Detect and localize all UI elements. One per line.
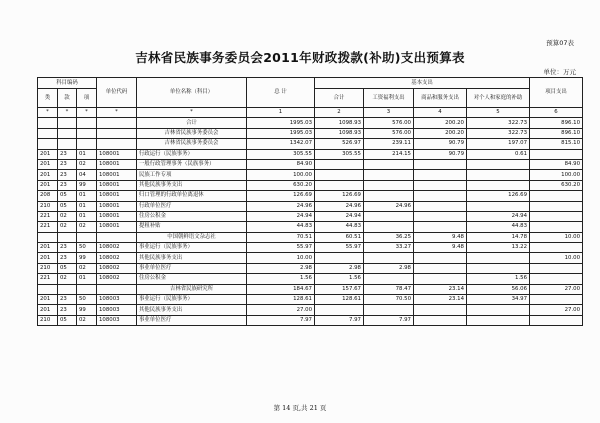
xiang-cell: 01 xyxy=(77,274,97,284)
total-cell: 2.98 xyxy=(247,263,315,273)
column-index-cell: 1 xyxy=(247,108,315,118)
subtotal-header: 合计 xyxy=(315,89,364,108)
unit-name-cell: 吉林省民族事务委员会 xyxy=(137,139,247,149)
goods-services-cell: 90.79 xyxy=(414,149,467,159)
wages-cell xyxy=(364,170,414,180)
individual-subsidy-cell xyxy=(467,263,530,273)
unit-name-cell: 事业单位医疗 xyxy=(137,315,247,325)
subtotal-cell: 128.61 xyxy=(315,295,364,305)
total-header: 总 计 xyxy=(247,78,315,108)
subtotal-cell: 24.94 xyxy=(315,211,364,221)
lei-cell: 210 xyxy=(38,315,58,325)
page-title: 吉林省民族事务委员会2011年财政拨款(补助)支出预算表 xyxy=(135,50,465,65)
unit-name-cell: 提租补贴 xyxy=(137,222,247,232)
subtotal-cell: 2.98 xyxy=(315,263,364,273)
unit-name-cell: 事业单位医疗 xyxy=(137,263,247,273)
lei-cell: 210 xyxy=(38,201,58,211)
total-cell: 126.69 xyxy=(247,191,315,201)
wages-cell xyxy=(364,211,414,221)
kuan-cell xyxy=(58,284,77,294)
unit-code-cell: 108001 xyxy=(97,222,137,232)
wages-cell xyxy=(364,222,414,232)
table-row xyxy=(38,222,583,232)
lei-cell xyxy=(38,284,58,294)
unit-code-cell: 108001 xyxy=(97,180,137,190)
unit-label: 单位：万元 xyxy=(543,68,576,76)
xiang-cell: 50 xyxy=(77,243,97,253)
unit-name-cell: 行政单位医疗 xyxy=(137,201,247,211)
kuan-cell: 02 xyxy=(58,274,77,284)
goods-services-cell xyxy=(414,159,467,169)
subtotal-cell: 7.97 xyxy=(315,315,364,325)
unit-code-cell: 108001 xyxy=(97,159,137,169)
table-row xyxy=(38,180,583,190)
kuan-cell: 23 xyxy=(58,295,77,305)
unit-code-cell: 108001 xyxy=(97,149,137,159)
goods-services-cell xyxy=(414,191,467,201)
unit-code-cell: 108003 xyxy=(97,315,137,325)
column-index-cell: * xyxy=(77,108,97,118)
table-row xyxy=(38,170,583,180)
unit-code-cell: 108001 xyxy=(97,191,137,201)
total-cell: 100.00 xyxy=(247,170,315,180)
individual-subsidy-cell: 0.61 xyxy=(467,149,530,159)
project-cell: 10.00 xyxy=(530,253,583,263)
project-cell xyxy=(530,201,583,211)
xiang-cell xyxy=(77,284,97,294)
table-row xyxy=(38,201,583,211)
individual-subsidy-header: 对个人和家庭的补助 xyxy=(467,89,530,108)
xiang-header: 项 xyxy=(77,89,97,108)
form-number-label: 预算07表 xyxy=(546,39,574,47)
page-number: 第 14 页,共 21 页 xyxy=(273,404,327,412)
project-cell xyxy=(530,295,583,305)
unit-name-cell: 一般行政管理事务（民族事务） xyxy=(137,159,247,169)
individual-subsidy-cell xyxy=(467,315,530,325)
lei-cell xyxy=(38,232,58,242)
unit-name-cell: 其他民族事务支出 xyxy=(137,180,247,190)
total-cell: 24.94 xyxy=(247,211,315,221)
lei-cell: 221 xyxy=(38,211,58,221)
xiang-cell xyxy=(77,139,97,149)
individual-subsidy-cell: 13.22 xyxy=(467,243,530,253)
kuan-cell: 23 xyxy=(58,159,77,169)
kuan-cell xyxy=(58,139,77,149)
subtotal-cell xyxy=(315,170,364,180)
goods-services-cell xyxy=(414,315,467,325)
column-index-cell: * xyxy=(137,108,247,118)
goods-services-cell: 23.14 xyxy=(414,295,467,305)
table-row xyxy=(38,128,583,138)
total-cell: 10.00 xyxy=(247,253,315,263)
lei-cell xyxy=(38,139,58,149)
goods-services-cell: 200.20 xyxy=(414,118,467,128)
unit-code-cell xyxy=(97,139,137,149)
kuan-cell xyxy=(58,118,77,128)
project-cell xyxy=(530,315,583,325)
unit-name-cell: 行政运行（民族事务） xyxy=(137,149,247,159)
project-cell: 10.00 xyxy=(530,232,583,242)
goods-services-cell xyxy=(414,211,467,221)
goods-services-cell: 9.48 xyxy=(414,232,467,242)
xiang-cell: 99 xyxy=(77,253,97,263)
xiang-cell: 02 xyxy=(77,315,97,325)
table-row xyxy=(38,232,583,242)
wages-cell xyxy=(364,191,414,201)
kuan-cell: 05 xyxy=(58,263,77,273)
lei-cell: 201 xyxy=(38,305,58,315)
kuan-cell xyxy=(58,128,77,138)
unit-code-cell: 108001 xyxy=(97,170,137,180)
unit-code-cell: 108002 xyxy=(97,263,137,273)
xiang-cell: 01 xyxy=(77,191,97,201)
xiang-cell: 01 xyxy=(77,211,97,221)
table-row xyxy=(38,253,583,263)
table-row xyxy=(38,243,583,253)
individual-subsidy-cell xyxy=(467,305,530,315)
unit-name-header: 单位名称（科目） xyxy=(137,78,247,108)
xiang-cell xyxy=(77,232,97,242)
subtotal-cell xyxy=(315,159,364,169)
table-row xyxy=(38,315,583,325)
unit-name-cell: 归口管理的行政单位离退休 xyxy=(137,191,247,201)
project-cell: 815.10 xyxy=(530,139,583,149)
total-cell: 24.96 xyxy=(247,201,315,211)
lei-cell: 201 xyxy=(38,243,58,253)
kuan-cell: 02 xyxy=(58,222,77,232)
project-cell xyxy=(530,149,583,159)
wages-cell: 576.00 xyxy=(364,118,414,128)
wages-cell: 70.50 xyxy=(364,295,414,305)
individual-subsidy-cell: 322.73 xyxy=(467,128,530,138)
project-cell: 27.00 xyxy=(530,305,583,315)
kuan-cell: 23 xyxy=(58,170,77,180)
project-cell: 896.10 xyxy=(530,128,583,138)
lei-cell: 208 xyxy=(38,191,58,201)
table-row xyxy=(38,295,583,305)
total-cell: 305.55 xyxy=(247,149,315,159)
unit-code-cell: 108001 xyxy=(97,201,137,211)
table-row xyxy=(38,159,583,169)
subtotal-cell: 157.67 xyxy=(315,284,364,294)
table-row xyxy=(38,211,583,221)
wages-cell xyxy=(364,274,414,284)
total-cell: 84.90 xyxy=(247,159,315,169)
total-cell: 70.51 xyxy=(247,232,315,242)
wages-cell: 214.15 xyxy=(364,149,414,159)
subtotal-cell xyxy=(315,253,364,263)
subtotal-cell: 1098.93 xyxy=(315,128,364,138)
individual-subsidy-cell xyxy=(467,180,530,190)
subtotal-cell: 1.56 xyxy=(315,274,364,284)
goods-services-cell xyxy=(414,263,467,273)
xiang-cell: 99 xyxy=(77,305,97,315)
xiang-cell: 50 xyxy=(77,295,97,305)
project-cell: 100.00 xyxy=(530,170,583,180)
lei-cell: 221 xyxy=(38,274,58,284)
goods-services-cell xyxy=(414,305,467,315)
unit-name-cell: 吉林省民族研究所 xyxy=(137,284,247,294)
wages-cell: 33.27 xyxy=(364,243,414,253)
wages-cell: 24.96 xyxy=(364,201,414,211)
total-cell: 1.56 xyxy=(247,274,315,284)
project-cell xyxy=(530,243,583,253)
kuan-cell: 23 xyxy=(58,149,77,159)
kuan-cell: 23 xyxy=(58,180,77,190)
unit-name-cell: 吉林省民族事务委员会 xyxy=(137,128,247,138)
basic-expense-header: 基本支出 xyxy=(315,78,530,89)
unit-name-cell: 民族工作专项 xyxy=(137,170,247,180)
project-cell: 896.10 xyxy=(530,118,583,128)
table-row xyxy=(38,305,583,315)
individual-subsidy-cell: 24.94 xyxy=(467,211,530,221)
kuan-header: 款 xyxy=(58,89,77,108)
lei-cell: 201 xyxy=(38,170,58,180)
individual-subsidy-cell xyxy=(467,201,530,211)
unit-code-cell: 108003 xyxy=(97,305,137,315)
lei-cell: 201 xyxy=(38,253,58,263)
total-cell: 1342.07 xyxy=(247,139,315,149)
total-cell: 1995.03 xyxy=(247,118,315,128)
individual-subsidy-cell: 197.07 xyxy=(467,139,530,149)
table-row xyxy=(38,118,583,128)
table-row xyxy=(38,149,583,159)
table-row xyxy=(38,284,583,294)
goods-services-cell xyxy=(414,222,467,232)
total-cell: 7.97 xyxy=(247,315,315,325)
total-cell: 27.00 xyxy=(247,305,315,315)
kuan-cell: 23 xyxy=(58,305,77,315)
individual-subsidy-cell: 56.06 xyxy=(467,284,530,294)
xiang-cell: 99 xyxy=(77,180,97,190)
goods-services-cell xyxy=(414,180,467,190)
project-cell xyxy=(530,274,583,284)
individual-subsidy-cell: 44.83 xyxy=(467,222,530,232)
unit-name-cell: 合计 xyxy=(137,118,247,128)
subtotal-cell: 55.97 xyxy=(315,243,364,253)
xiang-cell xyxy=(77,128,97,138)
lei-cell xyxy=(38,128,58,138)
unit-code-cell: 108003 xyxy=(97,295,137,305)
subtotal-cell: 1098.93 xyxy=(315,118,364,128)
column-index-row xyxy=(38,108,583,118)
goods-services-cell xyxy=(414,253,467,263)
wages-cell: 36.25 xyxy=(364,232,414,242)
total-cell: 184.67 xyxy=(247,284,315,294)
budget-table xyxy=(37,77,583,326)
total-cell: 1995.03 xyxy=(247,128,315,138)
table-row xyxy=(38,139,583,149)
individual-subsidy-cell xyxy=(467,159,530,169)
individual-subsidy-cell: 1.56 xyxy=(467,274,530,284)
project-cell xyxy=(530,211,583,221)
subtotal-cell: 44.83 xyxy=(315,222,364,232)
wages-cell: 576.00 xyxy=(364,128,414,138)
xiang-cell: 02 xyxy=(77,159,97,169)
unit-name-cell: 住房公积金 xyxy=(137,211,247,221)
unit-name-cell: 事业运行（民族事务） xyxy=(137,243,247,253)
column-index-cell: * xyxy=(97,108,137,118)
lei-cell: 201 xyxy=(38,295,58,305)
lei-cell: 201 xyxy=(38,159,58,169)
wages-cell: 239.11 xyxy=(364,139,414,149)
total-cell: 630.20 xyxy=(247,180,315,190)
project-expense-header: 项目支出 xyxy=(530,78,583,108)
lei-cell: 201 xyxy=(38,149,58,159)
column-index-cell: * xyxy=(38,108,58,118)
wages-cell: 78.47 xyxy=(364,284,414,294)
unit-name-cell: 其他民族事务支出 xyxy=(137,305,247,315)
unit-name-cell: 事业运行（民族事务） xyxy=(137,295,247,305)
unit-code-cell: 108002 xyxy=(97,253,137,263)
wages-header: 工资福利支出 xyxy=(364,89,414,108)
project-cell xyxy=(530,222,583,232)
total-cell: 44.83 xyxy=(247,222,315,232)
subtotal-cell xyxy=(315,180,364,190)
xiang-cell: 02 xyxy=(77,222,97,232)
total-cell: 128.61 xyxy=(247,295,315,305)
unit-code-cell xyxy=(97,284,137,294)
subtotal-cell: 526.97 xyxy=(315,139,364,149)
wages-cell: 2.98 xyxy=(364,263,414,273)
goods-services-cell: 9.48 xyxy=(414,243,467,253)
kuan-cell: 23 xyxy=(58,243,77,253)
table-row xyxy=(38,263,583,273)
kuan-cell: 05 xyxy=(58,201,77,211)
unit-code-cell xyxy=(97,118,137,128)
individual-subsidy-cell: 14.78 xyxy=(467,232,530,242)
project-cell: 630.20 xyxy=(530,180,583,190)
xiang-cell xyxy=(77,118,97,128)
unit-name-cell: 住房公积金 xyxy=(137,274,247,284)
goods-services-cell: 23.14 xyxy=(414,284,467,294)
unit-code-cell xyxy=(97,232,137,242)
total-cell: 55.97 xyxy=(247,243,315,253)
goods-services-cell xyxy=(414,201,467,211)
unit-name-cell: 中国朝鲜语文杂志社 xyxy=(137,232,247,242)
kuan-cell xyxy=(58,232,77,242)
project-cell xyxy=(530,263,583,273)
project-cell: 84.90 xyxy=(530,159,583,169)
subtotal-cell: 126.69 xyxy=(315,191,364,201)
kuan-cell: 02 xyxy=(58,211,77,221)
column-index-cell: * xyxy=(58,108,77,118)
goods-services-header: 商品和服务支出 xyxy=(414,89,467,108)
individual-subsidy-cell: 126.69 xyxy=(467,191,530,201)
subtotal-cell: 305.55 xyxy=(315,149,364,159)
unit-name-cell: 其他民族事务支出 xyxy=(137,253,247,263)
lei-cell: 210 xyxy=(38,263,58,273)
goods-services-cell: 90.79 xyxy=(414,139,467,149)
xiang-cell: 02 xyxy=(77,263,97,273)
wages-cell xyxy=(364,180,414,190)
wages-cell xyxy=(364,159,414,169)
unit-code-cell: 108001 xyxy=(97,211,137,221)
column-index-cell: 2 xyxy=(315,108,364,118)
xiang-cell: 04 xyxy=(77,170,97,180)
unit-code-cell: 108002 xyxy=(97,274,137,284)
lei-cell: 221 xyxy=(38,222,58,232)
goods-services-cell: 200.20 xyxy=(414,128,467,138)
subtotal-cell: 24.96 xyxy=(315,201,364,211)
unit-code-cell xyxy=(97,128,137,138)
xiang-cell: 01 xyxy=(77,201,97,211)
table-row xyxy=(38,274,583,284)
lei-header: 类 xyxy=(38,89,58,108)
subtotal-cell: 60.51 xyxy=(315,232,364,242)
subtotal-cell xyxy=(315,305,364,315)
subject-code-header: 科目编码 xyxy=(38,78,97,89)
kuan-cell: 05 xyxy=(58,191,77,201)
wages-cell xyxy=(364,253,414,263)
table-row xyxy=(38,191,583,201)
wages-cell: 7.97 xyxy=(364,315,414,325)
individual-subsidy-cell: 34.97 xyxy=(467,295,530,305)
goods-services-cell xyxy=(414,170,467,180)
project-cell xyxy=(530,191,583,201)
xiang-cell: 01 xyxy=(77,149,97,159)
project-cell: 27.00 xyxy=(530,284,583,294)
individual-subsidy-cell xyxy=(467,170,530,180)
kuan-cell: 23 xyxy=(58,253,77,263)
kuan-cell: 05 xyxy=(58,315,77,325)
wages-cell xyxy=(364,305,414,315)
column-index-cell: 4 xyxy=(414,108,467,118)
lei-cell: 201 xyxy=(38,180,58,190)
lei-cell xyxy=(38,118,58,128)
unit-code-header: 单位代码 xyxy=(97,78,137,108)
individual-subsidy-cell xyxy=(467,253,530,263)
column-index-cell: 6 xyxy=(530,108,583,118)
column-index-cell: 3 xyxy=(364,108,414,118)
goods-services-cell xyxy=(414,274,467,284)
unit-code-cell: 108002 xyxy=(97,243,137,253)
individual-subsidy-cell: 322.73 xyxy=(467,118,530,128)
column-index-cell: 5 xyxy=(467,108,530,118)
